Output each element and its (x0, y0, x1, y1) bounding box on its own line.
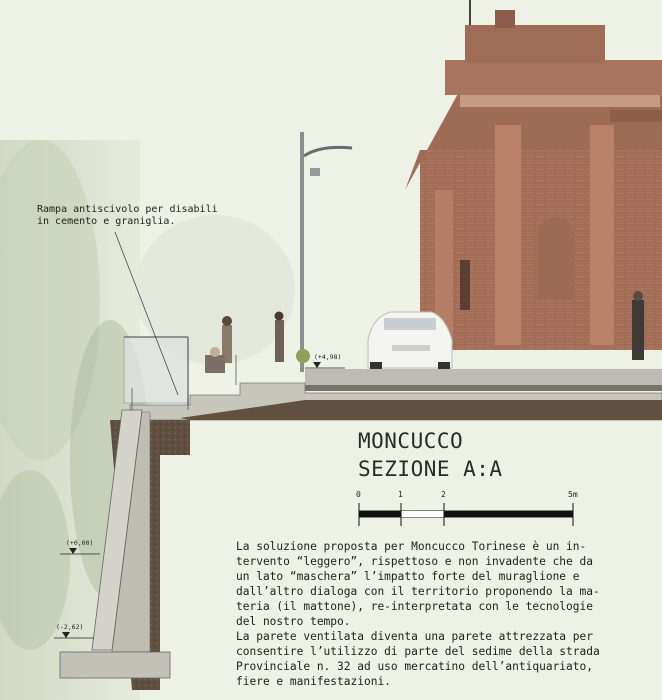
desc-line: fiere e manifestazioni. (236, 675, 391, 688)
scale-label-0: 0 (356, 490, 361, 499)
street-lamp (300, 132, 352, 372)
description-paragraph-1 (236, 539, 656, 629)
church-building (405, 0, 662, 350)
desc-line: teria (il mattone), re-interpretata con le tecnologie (236, 600, 593, 613)
annotation-line-1: Rampa antiscivolo per disabili (37, 204, 218, 215)
ramp-annotation (37, 204, 218, 228)
plant (296, 349, 310, 363)
desc-line: un lato “maschera” l’impatto forte del muraglione e (236, 570, 580, 583)
scale-label-1: 1 (398, 490, 403, 499)
drawing-title: MONCUCCO (358, 429, 464, 453)
desc-line: Provinciale n. 32 ad uso mercatino dell’antiquariato, (236, 660, 593, 673)
description-paragraph-2 (236, 629, 656, 689)
scale-label-2: 2 (441, 490, 446, 499)
desc-line: del nostro tempo. (236, 615, 351, 628)
desc-line: dall’altro dialoga con il territorio proponendo la ma- (236, 585, 600, 598)
level-base: (+0,00) (66, 539, 94, 547)
desc-line: La parete ventilata diventa una parete attrezzata per (236, 630, 593, 643)
drawing-subtitle: SEZIONE A:A (358, 457, 503, 481)
desc-line: consentire l’utilizzo di parte del sedime della strada (236, 645, 600, 658)
level-foundation: (-2,62) (56, 623, 84, 631)
car (368, 312, 452, 370)
desc-line: La soluzione proposta per Moncucco Torinese è un in- (236, 540, 587, 553)
desc-line: tervento “leggero”, rispettoso e non invadente che da (236, 555, 593, 568)
level-street: (+4,98) (314, 353, 342, 361)
project-description (236, 539, 656, 689)
scale-label-5m: 5m (568, 490, 578, 499)
annotation-line-2: in cemento e graniglia. (37, 216, 176, 227)
